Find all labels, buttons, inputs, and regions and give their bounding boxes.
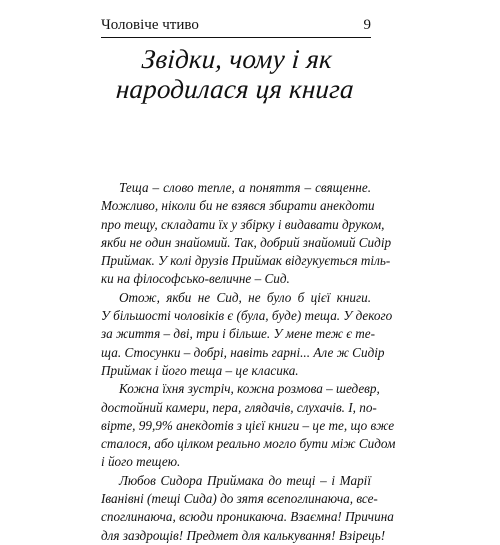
text-line: якби не один знайомий. Так, добрий знайомий Сидір [101, 234, 392, 250]
text-line: сталося, або цілком реально могло бути між Сидом [101, 436, 396, 452]
paragraph [101, 380, 396, 471]
running-title: Чоловіче чтиво [101, 17, 199, 33]
paragraph [101, 179, 392, 289]
text-line: Приймак. У колі друзів Приймак відгукується тіль- [101, 253, 391, 269]
paragraph [101, 472, 394, 545]
text-line: вірте, 99,9% анекдотів з цієї книги – це те, що вже [101, 417, 395, 433]
text-line: Любов Сидора Приймака до тещі – і Марії [119, 472, 371, 488]
paragraph [101, 289, 393, 380]
text-line: достойний камери, пера, глядачів, слухачів. І, по- [101, 399, 377, 415]
text-line: ки на філософсько-величне – Сид. [101, 271, 290, 287]
text-line: споглинаюча, всюди проникаюча. Взаємна! Причина [101, 509, 394, 525]
text-line: і його тещею. [101, 454, 181, 470]
text-line: Приймак і його теща – це класика. [101, 362, 299, 378]
chapter-title [99, 44, 373, 104]
text-line: про тещу, складати їх у збірку і видавати друком, [101, 216, 385, 232]
text-line: Отож, якби не Сид, не було б цієї книги. [119, 289, 371, 305]
text-line: У більшості чоловіків є (була, буде) теща. У декого [101, 308, 393, 324]
text-line: Кожна їхня зустріч, кожна розмова – шедевр, [119, 381, 380, 397]
running-header [101, 16, 371, 38]
chapter-title-line-2: народилася ця книга [115, 74, 355, 104]
text-line: Іванівні (тещі Сида) до зятя всепоглинаюча, все- [101, 491, 378, 507]
text-line: ща. Стосунки – добрі, навіть гарні... Але ж Сидір [101, 344, 385, 360]
chapter-title-line-1: Звідки, чому і як [140, 44, 334, 74]
text-line: Теща – слово тепле, а поняття – священне. [119, 180, 371, 195]
text-line: для заздрощів! Предмет для калькування! Взірець! [101, 527, 386, 543]
body-text [101, 179, 396, 545]
header-rule [101, 37, 371, 38]
text-line: Можливо, ніколи би не взявся збирати анекдоти [101, 198, 375, 214]
text-line: за життя – дві, три і більше. У мене теж є те- [101, 326, 376, 342]
page-number: 9 [363, 17, 371, 33]
